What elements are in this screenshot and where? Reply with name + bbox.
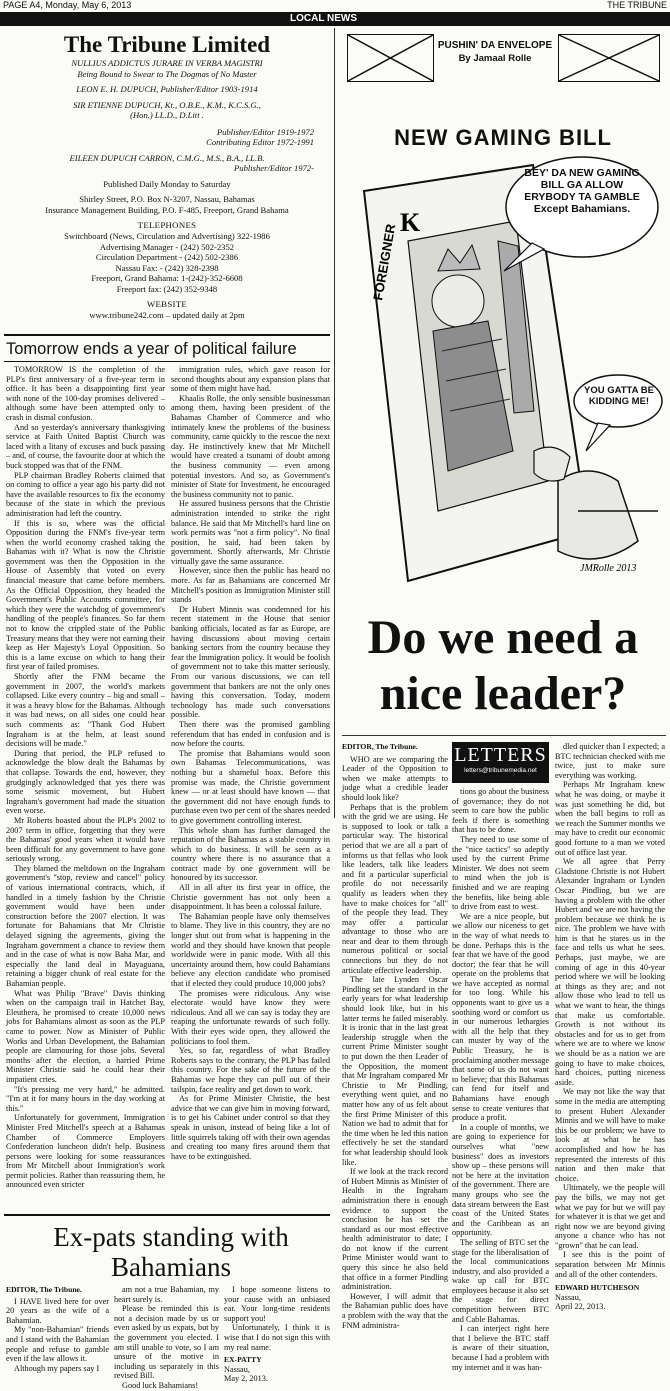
editorial-rule-bottom xyxy=(4,361,330,362)
cartoon-column-title xyxy=(434,31,556,79)
letters-signer-place: Nassau, xyxy=(555,1292,581,1302)
paragraph: We may not like the way that some in the media are attempting to present Hubert Alexander Minnis and we will have to make this be our problem; we have to look at what he has accomplished and how he has represented the interests of this nation and then make that choice. xyxy=(555,1087,665,1183)
publisher-3b: Contributing Editor 1972-1991 xyxy=(206,137,314,147)
paragraph: We are a nice people, but we allow our niceness to get in the way of what needs to be done. Perhaps this is the fear that we have of the good doctor; the fear that he will operate on the problems that we have accepted as normal for too long. While his opponents want to give us a soothing word or comfort us in our numerous lethargies with all the help that they can muster by way of the Public Treasury, he is proclaiming another message that some of us do not want to believe; that this Bahamas can fend for itself and Bahamians have enough sense to create ventures that produce a profit. xyxy=(452,911,549,1123)
paragraph: Good luck Bahamians! xyxy=(122,1380,199,1390)
expats-signer: EX-PATTY xyxy=(224,1355,262,1365)
letters-email[interactable]: letters@tribunemedia.net xyxy=(464,767,537,774)
expats-column-2 xyxy=(114,1285,219,1390)
publisher-4b: Publisher/Editor 1972- xyxy=(234,163,314,173)
cartoon-column-name: PUSHIN' DA ENVELOPE xyxy=(437,40,553,51)
card-label: FOREIGNER xyxy=(370,222,399,302)
card-rank: K xyxy=(400,208,421,237)
speech-bubble-top xyxy=(504,157,658,271)
tel-freeport: Freeport, Grand Bahama: 1-(242)-352-6608 xyxy=(91,273,243,283)
paragraph: They blamed the meltdown on the Ingraham government's "stop, review and cancel" policy of various international contracts, which, if handled in a timely fashion by the Christie government would have been under construction before the 2007 election. It was fortunate for Bahamians that Mr Christie delayed signing the agreements, giving the Ingraham government a chance to review them and in the case of what is now Baha Mar, and especially the land deal in Mayaguana, retaining a bigger chunk of real estate for the Bahamian people. xyxy=(6,863,165,988)
paragraph: And so yesterday's anniversary thanksgiving service at Faith United Baptist Church was laced with a litany of excuses and buck passing – and, of course, the favourite door at which the buck stopped was that of the FNM. xyxy=(6,422,165,470)
cartoon-panel xyxy=(338,31,664,603)
paragraph: I hope someone listens to your cause with an unbiased ear. Your long-time residents support you! xyxy=(224,1285,330,1323)
editorial-column-2 xyxy=(171,365,330,1203)
cartoon-drawing xyxy=(338,151,664,601)
masthead-title: The Tribune Limited xyxy=(63,32,271,57)
column-divider xyxy=(334,28,335,818)
cartoon-box-right xyxy=(558,34,660,82)
letters-logo xyxy=(452,742,549,783)
paragraph: The Bahamian people have only themselves to blame. They live in this country, they are no longer shut out from what is happening in the world and they should have known that people worldwide were in panic mode. With all this uncertainty around them, how could Bahamians believe any election candidate who promised that if elected they could produce 10,000 jobs? xyxy=(171,911,330,988)
paragraph: Perhaps that is the problem with the grid we are using. He is supposed to look or talk a particular way. The historical period that we are all a part of informs us that fellas who look like leaders, talk like leaders and fit a particular superficial profile do not necessarily qualify as leaders when they have to make choices for "all" of the people they lead. They may offer a particular advantage to those who are near and dear to them through numerous political or social connections but they do not articulate effective leadership. xyxy=(342,802,448,975)
telephones-heading: TELEPHONES xyxy=(137,220,197,230)
cross-icon xyxy=(348,35,433,81)
tel-nassau-fax: Nassau Fax: - (242) 328-2398 xyxy=(115,262,219,273)
tel-circulation: Circulation Department - (242) 502-2386 xyxy=(95,252,239,262)
paragraph: tions go about the business of governance; they do not seem to care how the public feels if there is something that has to be done. xyxy=(452,787,549,835)
paragraph: Please be reminded this is not a decision made by us or even asked by us expats, but by the government you elected. I am still unable to vote, so I am unsure of the motive in including us separately in this revised Bill. xyxy=(114,1304,219,1381)
paragraph: The late Lynden Oscar Pindling set the standard in the early years for what leadership should look like, but in his latter terms he failed miserably. It is ironic that in the last great leadership struggle when the current Prime Minister sought to put down the then Leader of the Opposition, the moment that Mr Ingraham compared Mr Christie to Mr Pindling, everything went quiet, and no matter how any of us felt about the first Prime Minister of this Nation we had to admit that for the time when he led this nation effectively he set the standard for what leadership should look like. xyxy=(342,975,448,1167)
tel-advertising: Advertising Manager - (242) 502-2352 xyxy=(99,241,235,252)
address-nassau: Shirley Street, P.O. Box N-3207, Nassau, Bahamas xyxy=(79,194,255,204)
section-label: LOCAL NEWS xyxy=(290,13,358,24)
paragraph: Then there was the promised gambling referendum that has ended in confusion and is now before the courts. xyxy=(171,719,330,749)
address-freeport: Insurance Management Building, P.O. F-485, Freeport, Grand Bahama xyxy=(45,204,289,215)
publisher-1: LEON E. H. DUPUCH, Publisher/Editor 1903-1914 xyxy=(76,84,258,94)
paragraph: Unfortunately, I think it is wise that I do not sign this with my real name. xyxy=(224,1323,330,1352)
cross-icon xyxy=(559,35,659,81)
paragraph: Unfortunately for government, Immigration Minister Fred Mitchell's speech at a Bahamas Chamber of Commerce Employers Confederation luncheon didn't help. Business persons were looking for some reassurances from Mr Mitchell about Immigration's work permit policies. Rather than reassuring them, he announced even stricter xyxy=(6,1113,165,1190)
paragraph: If this is so, where was the official Opposition during the FNM's five-year term when the world economy crashed taking the Bahamas with it? What is now the Christie government was then the Opposition in the House of Assembly that voted on every financial measure that came before members. As the Official Opposition, they headed the Government's Public Accounts committee, for which they were the watchdog of government's handling of the people's finances. So far them not to know the crippled state of the Public Treasury means that they were not earning their keep as Her Majesty's Loyal Opposition. So this is a lame excuse on which to hang their first year of failed promises. xyxy=(6,518,165,672)
expats-rule-top xyxy=(4,1214,330,1216)
paragraph: The promises were ridiculous. Any wise electorate would have know they were ridiculous. And all we can say is today they are reaping the unfortunate rewards of such folly. With their eyes wide open, they allowed the politicians to fool them. xyxy=(171,988,330,1046)
cartoon-box-left xyxy=(347,34,434,82)
editorial-column-1 xyxy=(6,365,165,1203)
paragraph: This whole sham has further damaged the reputation of the Bahamas as a stable country in which to do business. It will be seen as a country where there is no assurance that a contract made by one government will be honoured by its successor. xyxy=(171,825,330,883)
expats-column-3 xyxy=(224,1285,330,1384)
paragraph: However, I will admit that the Bahamian public does have a problem with the way that the FNM administra- xyxy=(342,1291,448,1330)
website-heading: WEBSITE xyxy=(146,299,188,309)
paragraph: dled quicker than I expected; a BTC technician checked with me twice, just to make sure everything was working. xyxy=(555,742,665,780)
paragraph: If we look at the track record of Hubert Minnis as Minister of Health in the Ingraham administration there is enough evidence to support the conclusion he has set the standard as our most effective health administrator to date; I do not know if the current Prime Minister would want to query this since he also held that office in a former Pindling administration. xyxy=(342,1167,448,1292)
paragraph: In a couple of months, we are going to experience for ourselves what "new business" does as investors show up – these persons will not be here at the invitation of the government. There are many groups who see the data stream between the East coast of the United States and the Caribbean as an opportunity. xyxy=(452,1122,549,1238)
paragraph: am not a true Bahamian, my heart surely is. xyxy=(114,1285,219,1304)
cartoonist-signature: JMRolle 2013 xyxy=(580,563,637,574)
paragraph: Dr Hubert Minnis was condemned for his recent statement in the House that senior banking officials, located as far as Europe, are having discussions about moving certain banking sectors from the country because they fear the Immigration policy. It would be foolish of government not to take this matter seriously. From our various discussions, we can tell government that bankers are not the only ones having this conversation. Today, modern technology has made such conversations possible. xyxy=(171,604,330,720)
speech-bubble-bottom xyxy=(574,375,662,451)
paragraph: The selling of BTC set the stage for the liberalisation of the local communications industry, and also provided a wake up call for BTC employees because it also set the stage for direct competition between BTC and Cable Bahamas. xyxy=(452,1237,549,1324)
paragraph: All in all after its first year in office, the Christie government has not only been a disappointment. It has been a colossal failure. xyxy=(171,883,330,912)
paragraph: immigration rules, which gave reason for second thoughts about any expansion plans that some of them might have had. xyxy=(171,365,330,394)
paragraph: TOMORROW IS the completion of the PLP's first anniversary of a five-year term in office. It has been a disappointing first year with none of the 100-day promises delivered – although some have been attempted only to crash in dismal confusion. xyxy=(6,365,165,422)
letters-signer: EDWARD HUTCHESON xyxy=(555,1283,640,1293)
paragraph: He assured business persons that the Christie administration intended to strike the right balance. He said that Mr Mitchell's hard line on work permits was "not a firm policy". No final position, he said, had been taken by government. Shortly afterwards, Mr Christie virtually gave the same assurance. xyxy=(171,499,330,566)
masthead xyxy=(4,32,330,321)
speech-bubble-bottom-text: YOU GATTA BE KIDDING ME! xyxy=(583,385,655,407)
publisher-4: EILEEN DUPUCH CARRON, C.M.G., M.S., B.A., LL.B. xyxy=(69,152,265,163)
paragraph: WHO are we comparing the Leader of the Opposition to when we make attempts to judge what a credible leader should look like? xyxy=(342,754,448,802)
editorial-rule-top xyxy=(4,334,330,336)
speech-bubble-top-text: BEY' DA NEW GAMING BILL GA ALLOW ERYBODY TA GAMBLE Except Bahamians. xyxy=(524,167,640,215)
paragraph: However, since then the public has heard no more. As far as Bahamians are concerned Mr Mitchell's position as Immigration Minister still stands xyxy=(171,566,330,605)
paragraph: "It's pressing me very hard," he admitted. "I'm at it for many hours in the day working at this." xyxy=(6,1084,165,1113)
letters-signer-date: April 22, 2013. xyxy=(555,1302,606,1312)
letters-column-2 xyxy=(452,787,549,1372)
letters-logo-text: LETTERS xyxy=(454,744,547,766)
paragraph: PLP chairman Bradley Roberts claimed that on coming to office a year ago his party did not have the available resources to fix the economy because of the state in which the previous administration had left the country. xyxy=(6,470,165,518)
letters-headline: Do we need a nice leader? xyxy=(367,611,639,720)
editorial-headline: Tomorrow ends a year of political failure xyxy=(6,340,297,358)
motto-translation: Being Bound to Swear to The Dogmas of No Master xyxy=(77,68,257,79)
paragraph: Shortly after the FNM became the government in 2007, the world's markets collapsed. Like every country – big and small – it was a heavy blow for the Bahamas. Although it was bad news, on all sides one could hear such comments as: "Thank God Hubert Ingraham is at the helm, at least sound decisions will be made." xyxy=(6,672,165,749)
paragraph: Mr Roberts boasted about the PLP's 2002 to 2007 term in office, forgetting that they were the Bahamas' good years when it would have been difficult for any government to have gone seriously wrong. xyxy=(6,815,165,864)
website-url[interactable]: www.tribune242.com – updated daily at 2pm xyxy=(89,310,245,320)
cartoon-title: NEW GAMING BILL xyxy=(394,125,612,150)
paragraph: Although my papers say I xyxy=(14,1363,100,1373)
page-folio: PAGE A4, Monday, May 6, 2013 xyxy=(3,0,132,10)
cartoon-byline: By Jamaal Rolle xyxy=(458,53,532,64)
paragraph: I HAVE lived here for over 20 years as the wife of a Bahamian. xyxy=(6,1296,109,1325)
paragraph: I see this is the point of separation between Mr Minnis and all of the other contenders. xyxy=(555,1250,665,1279)
paragraph: Yes, so far, regardless of what Bradley Roberts says to the contrary, the PLP has failed this country. For the sake of the future of the Bahamas we hope they can pull out of their tailspin, face reality and get down to work. xyxy=(171,1046,330,1094)
expats-signer-place: Nassau, xyxy=(224,1364,250,1374)
publisher-3: Publisher/Editor 1919-1972 xyxy=(216,126,314,137)
publisher-2b: (Hon.) LL.D., D.Litt . xyxy=(130,110,204,120)
paragraph: Perhaps Mr Ingraham knew what he was doing, or maybe it was just something he did, but when the ball begins to roll as we reach the Summer months we may have to credit our economic good fortune to a man we voted out of office last year. xyxy=(555,780,665,857)
paragraph: We all agree that Perry Gladstone Christie is not Hubert Alexander Ingraham or Lynden Oscar Pindling, but we are having a problem with the other Hubert and we are not having the problem because we think he is nice. The problem we have with him is that he stares us in the face and tells us what he sees. Perhaps, just maybe, we are coming of age in this 40-year period where we will be looking at things as they are; and not allow those who lead to tell us what we want to hear, the things that make us comfortable. Growth is not without its obstacles and for us to get from where we are to where we know we should be as a nation we are going to have to make choices, hard choices, putting niceness aside. xyxy=(555,857,665,1087)
tel-switchboard: Switchboard (News, Circulation and Advertising) 322-1986 xyxy=(64,231,270,241)
letters-salutation: EDITOR, The Tribune. xyxy=(342,742,418,751)
publisher-2: SIR ETIENNE DUPUCH, Kt., O.B.E., K.M., K.C.S.G., xyxy=(73,99,261,110)
letters-column-3 xyxy=(555,742,665,1316)
section-bar xyxy=(0,12,670,26)
expats-salutation: EDITOR, The Tribune. xyxy=(6,1285,82,1294)
letters-rule xyxy=(342,735,666,736)
expats-headline: Ex-pats standing with Bahamians xyxy=(53,1222,289,1282)
paragraph: What was Philip "Brave" Davis thinking when on the campaign trail in Hatchet Bay, Eleuthera, he promised to create 10,000 news jobs for Bahamians almost as soon as the PLP came to power. Now as Minister of Public Works and Urban Development, the Bahamian people are clamouring for those jobs. Several months after the election, a harried Prime Minister Christie said he could hear their impatient cries. xyxy=(6,988,165,1084)
paper-name: THE TRIBUNE xyxy=(607,0,667,10)
paragraph: As for Prime Minister Christie, the best advice that we can give him in moving forward, is to get his Cabinet under control so that they speak in unison, instead of being like a lot of little squirrels taking off with their own agendas and creating too many fires around them that have to be extinguished. xyxy=(171,1094,330,1161)
paragraph: My "non-Bahamian" friends and I stand with the Bahamian people and refuse to gamble even if the law allows it. xyxy=(6,1325,109,1364)
paragraph: The promise that Bahamians would soon own Bahamas Telecommunications, was nothing but a shameful hoax. Before this promise was made, the Christie government knew — or at least should have known — that the government did not have enough funds to purchase even two per cent of the shares needed to give government controlling interest. xyxy=(171,748,330,825)
paragraph: Khaalis Rolle, the only sensible businessman among them, having been president of the Bahamas Chamber of Commerce and who intimately knew the problems of the business community, came quickly to the rescue the next day. He instinctively knew that Mr Mitchell would have created a tsunami of doubt among the business community — even among potential investors. And so, as Government's minister of State for Investment, he encouraged the business community not to panic. xyxy=(171,393,330,499)
expats-signer-date: May 2, 2013. xyxy=(224,1374,268,1384)
expats-column-1 xyxy=(6,1285,109,1373)
paragraph: I can interject right here that I believe the BTC staff is aware of their situation, because I had a problem with my internet and it was han- xyxy=(452,1324,549,1372)
paragraph: Ultimately, we the people will pay the bills, we may not get what we pay for but we will pay for whatever it is that we get and right now we are beyond giving anyone a chance who has not "grown" that he can lead. xyxy=(555,1183,665,1250)
paragraph: During that period, the PLP refused to acknowledge the blow dealt the Bahamas by that collapse. Towards the end, however, they grudgingly acknowledged that yes there was some seismic movement, but Hubert Ingraham's government had made the situation even worse. xyxy=(6,748,165,816)
tel-freeport-fax: Freeport fax: (242) 352-9348 xyxy=(116,283,218,294)
page-header xyxy=(0,0,670,11)
letters-column-1 xyxy=(342,742,448,1330)
published-days: Published Daily Monday to Saturday xyxy=(103,178,231,189)
paragraph: They need to use some of the "nice tactics" so adeptly used by the current Prime Minister. We does not seem to mind when the job is finished and we are reaping the benefits, like being able to drive from east to west. xyxy=(452,834,549,912)
motto: NULLIUS ADDICTUS JURARE IN VERBA MAGISTRI xyxy=(71,58,263,68)
